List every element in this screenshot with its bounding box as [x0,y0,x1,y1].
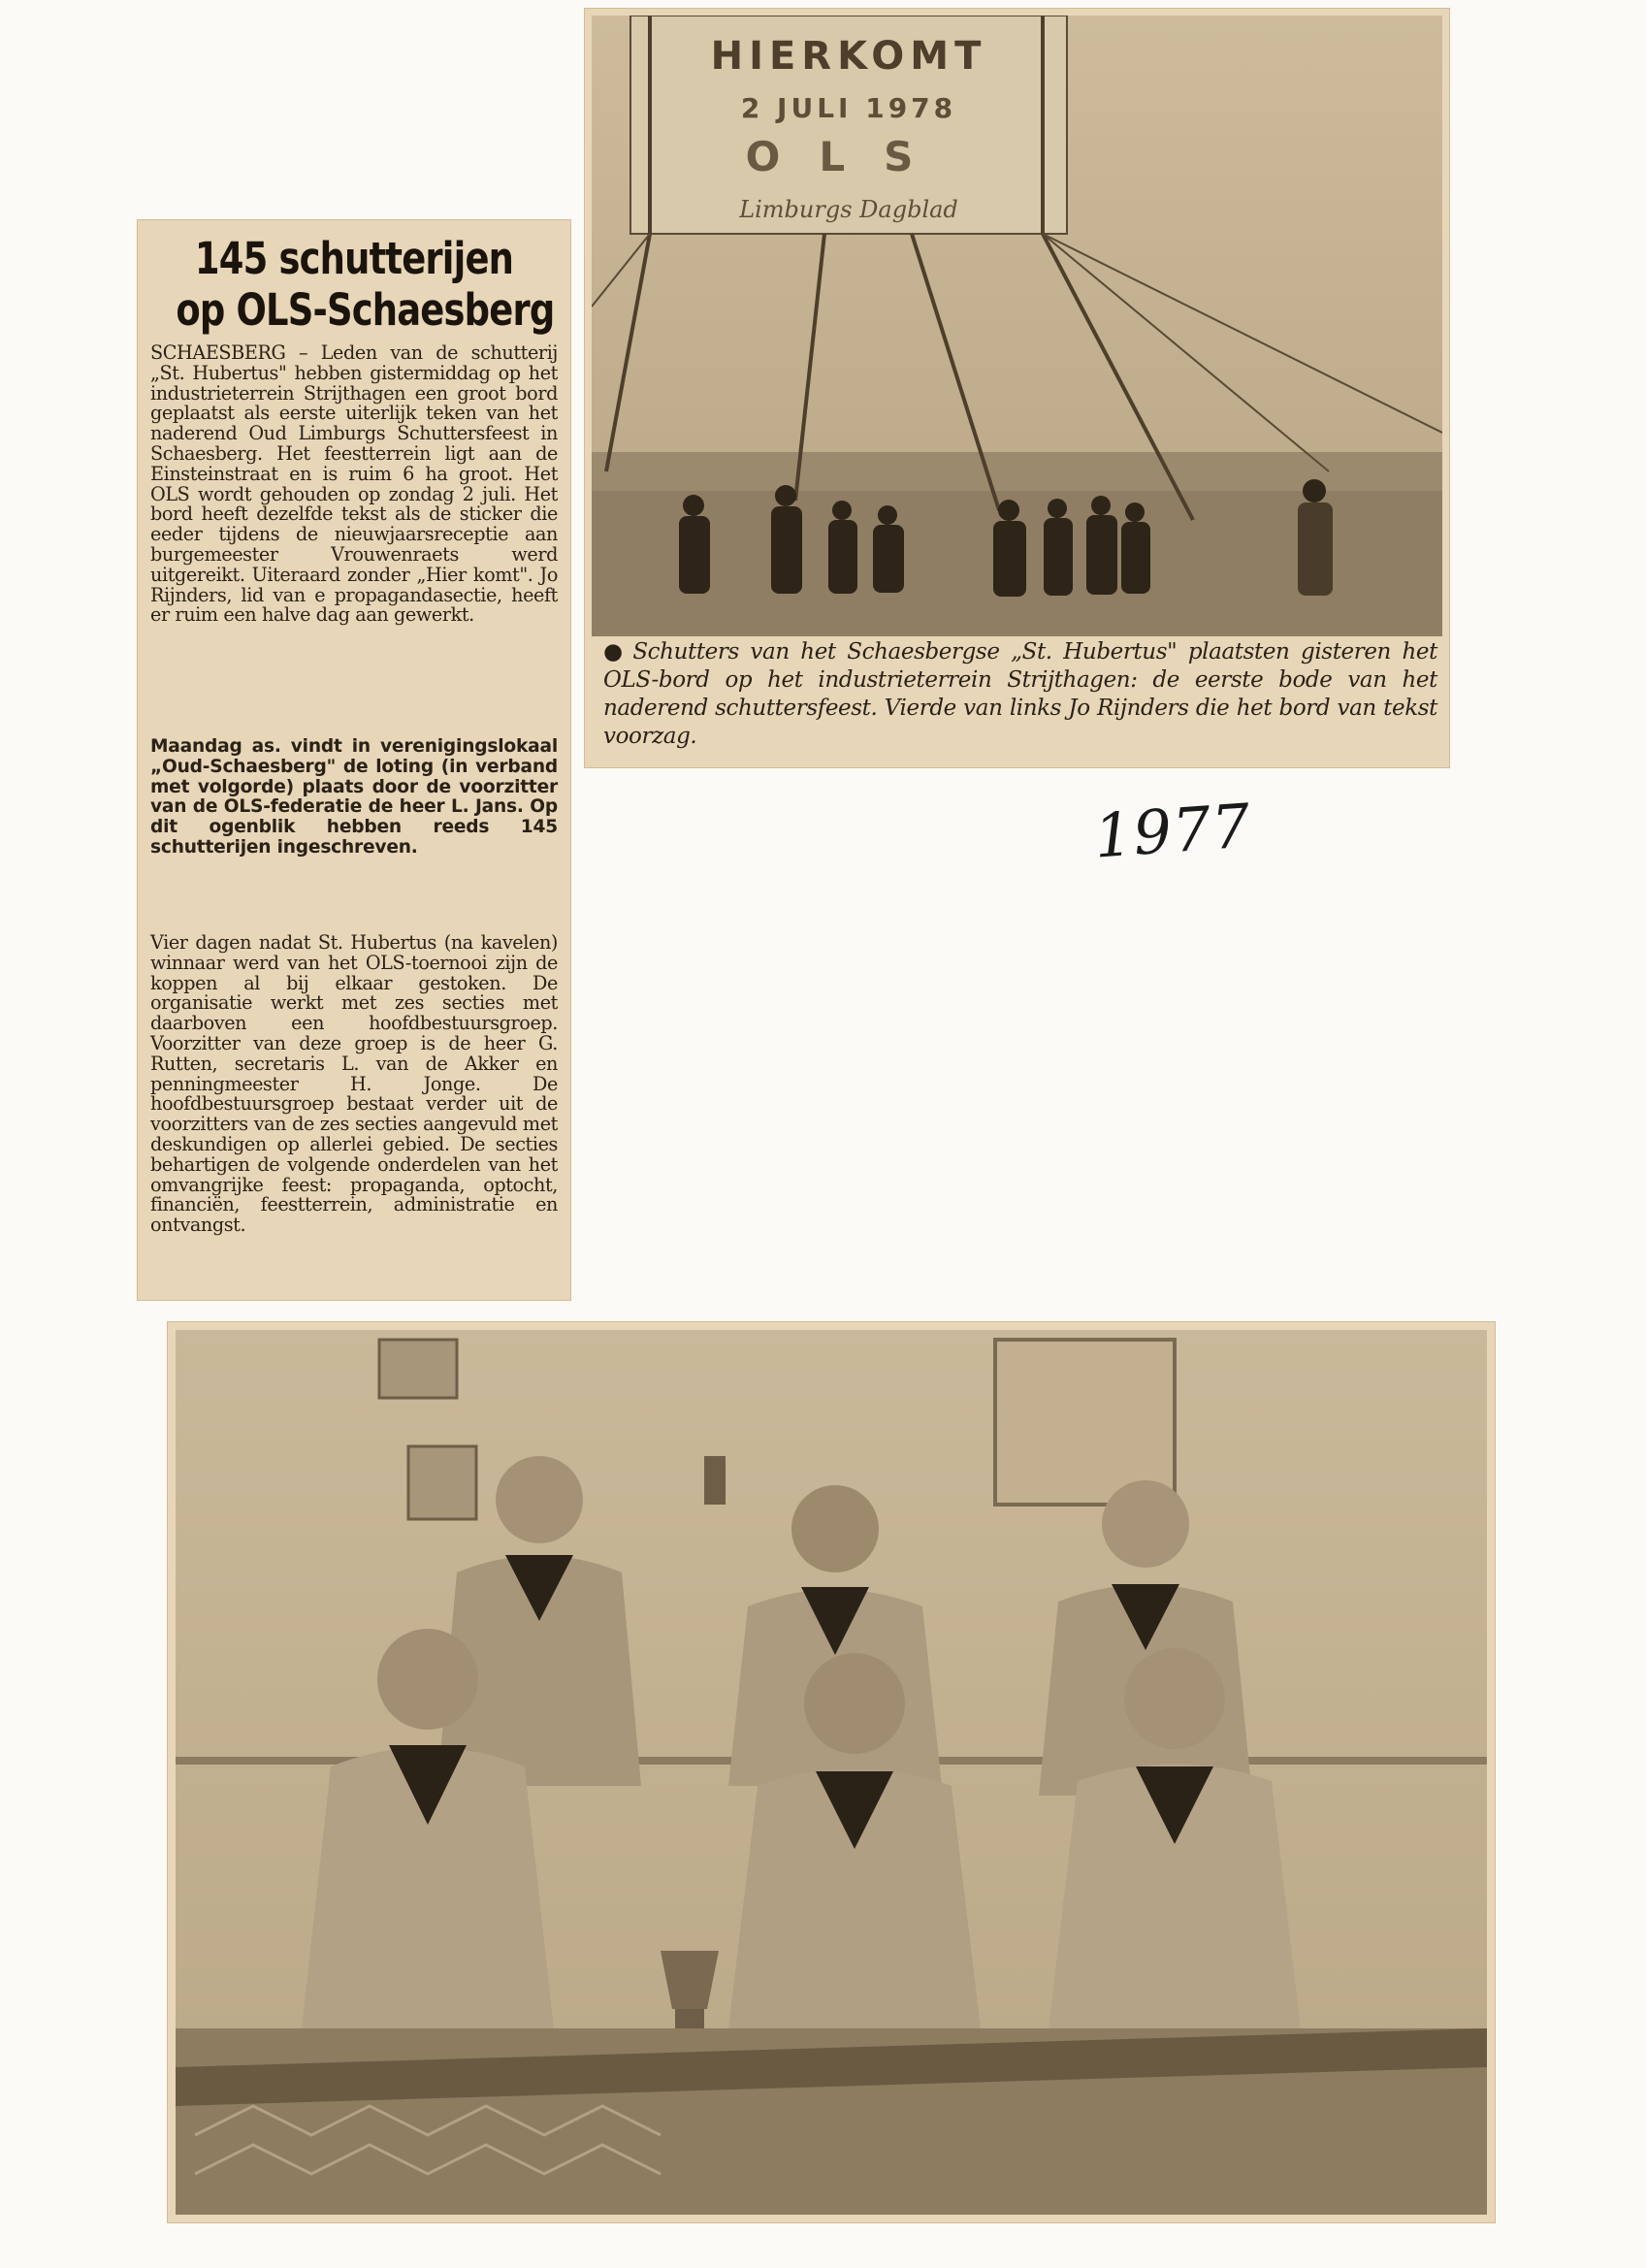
sign-photo [592,16,1442,636]
caption-bullet: ● [603,639,628,664]
sign-text-4: Limburgs Dagblad [739,196,958,223]
headline-line-1: 145 schutterijen [194,233,514,284]
sign-text-1: HIERKOMT [710,34,987,79]
headline-line-2: op OLS-Schaesberg [176,284,555,336]
group-photo-clipping [167,1321,1496,2223]
sign-text-2: 2 JULI 1978 [740,92,957,124]
group-photo [176,1330,1487,2215]
article-paragraph-1: SCHAESBERG – Leden van de schutterij „St. Hubertus" hebben gistermiddag op het industrieterrein Strijthagen een groot bord geplaatst als eerste uiterlijk teken van het naderend Oud Limburgs Schuttersfeest in Schaesberg. Het feestterrein ligt aan de Einsteinstraat en is ruim 6 ha groot. Het OLS wordt gehouden op zondag 2 juli. Het bord heeft dezelfde tekst als de sticker die eeder tijdens de nieuwjaarsreceptie aan burgemeester Vrouwenraets werd uitgereikt. Uiteraard zonder „Hier komt". Jo Rijnders, lid van e propagandasectie, heeft er ruim een halve dag aan gewerkt. [150,341,558,627]
article-clipping [137,219,571,1301]
handwritten-year: 1977 [1091,790,1254,872]
article-paragraph-3: Vier dagen nadat St. Hubertus (na kavelen) winnaar werd van het OLS-toernooi zijn de koppen al bij elkaar gestoken. De organisatie werkt met zes secties met daarboven een hoofdbestuursgroep. Voorzitter van deze groep is de heer G. Rutten, secretaris L. van de Akker en penningmeester H. Jonge. De hoofdbestuursgroep bestaat verder uit de voorzitters van de zes secties aangevuld met deskundigen op allerlei gebied. De secties behartigen de volgende onderdelen van het omvangrijke feest: propaganda, optocht, financiën, feestterrein, administratie en ontvangst. [150,931,558,1237]
top-photo-clipping [584,8,1450,768]
sign-text-3: OLS [745,133,952,180]
photo-caption [603,638,1437,751]
caption-text: Schutters van het Schaesbergse „St. Hubertus" plaatsten gisteren het OLS-bord op het industrieterrein Strijthagen: de eerste bode van het naderend schuttersfeest. Vierde van links Jo Rijnders die het bord van tekst voorzag. [603,639,1437,749]
article-paragraph-2: Maandag as. vindt in verenigingslokaal „Oud-Schaesberg" de loting (in verband met volgorde) plaats door de voorzitter van de OLS-federatie de heer L. Jans. Op dit ogenblik hebben reeds 145 schutterijen ingeschreven. [150,736,558,858]
